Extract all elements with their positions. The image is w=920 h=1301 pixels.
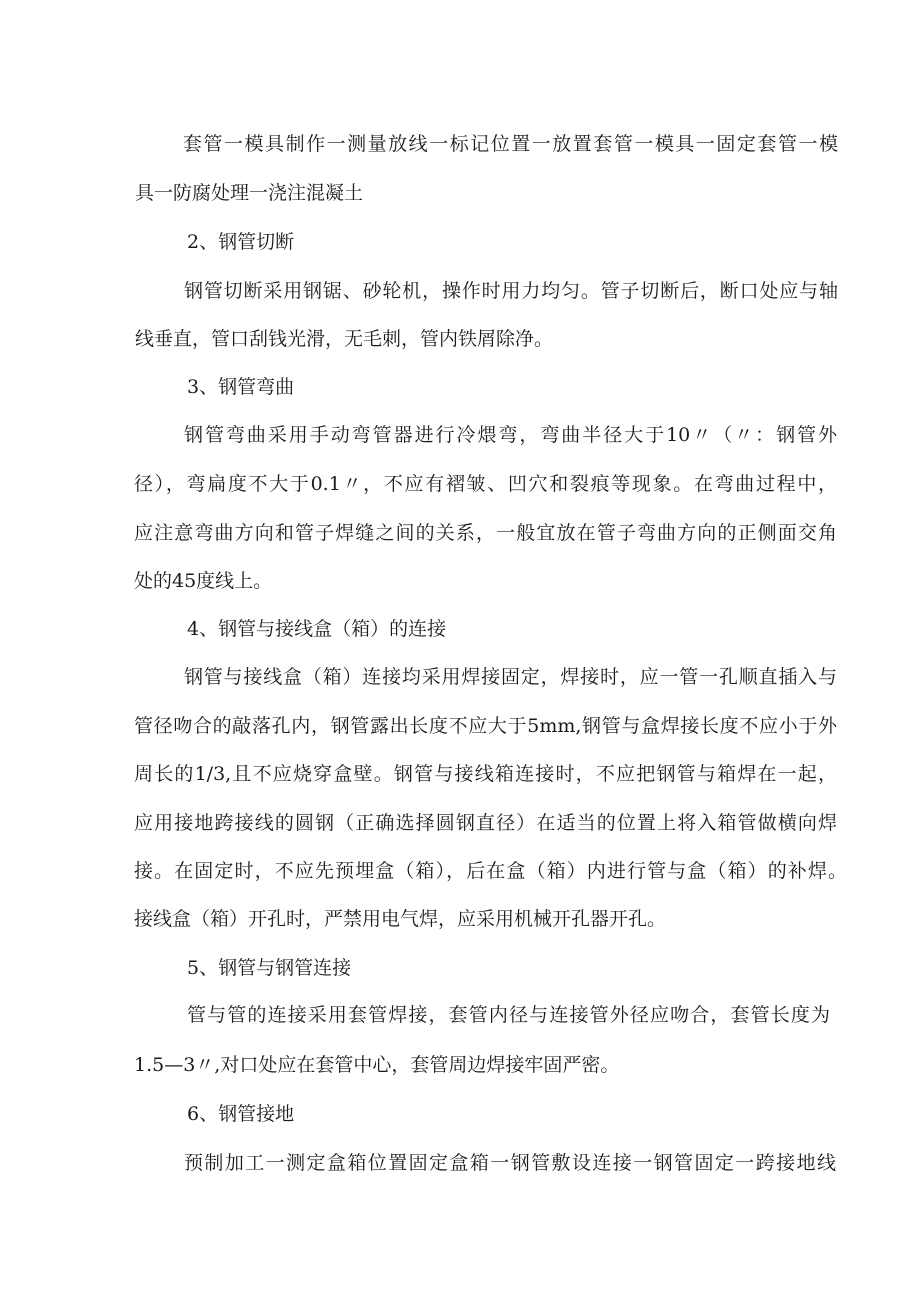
paragraph-line: 钢管弯曲采用手动弯管器进行冷煨弯，弯曲半径大于10〃（〃：钢管外 — [184, 424, 837, 446]
paragraph-line: 线垂直，管口刮钱光滑，无毛刺，管内铁屑除净。 — [135, 328, 554, 350]
paragraph-line: 接。在固定时，不应先预埋盒（箱），后在盒（箱）内进行管与盒（箱）的补焊。 — [134, 860, 847, 882]
paragraph-line: 应用接地跨接线的圆钢（正确选择圆钢直径）在适当的位置上将入箱管做横向焊 — [134, 812, 837, 834]
section-heading: 3、钢管弯曲 — [187, 376, 295, 398]
section-heading: 2、钢管切断 — [187, 231, 295, 253]
section-heading: 5、钢管与钢管连接 — [187, 957, 352, 979]
paragraph-line: 接线盒（箱）开孔时，严禁用电气焊，应采用机械开孔器开孔。 — [134, 908, 667, 930]
paragraph-line: 管与管的连接采用套管焊接，套管内径与连接管外径应吻合，套管长度为 — [187, 1004, 830, 1026]
paragraph-line: 具一防腐处理一浇注混凝土 — [135, 182, 364, 204]
paragraph-line: 钢管切断采用钢锯、砂轮机，操作时用力均匀。管子切断后，断口处应与轴 — [184, 280, 838, 302]
paragraph-line: 应注意弯曲方向和管子焊缝之间的关系，一般宜放在管子弯曲方向的正侧面交角 — [134, 522, 837, 544]
paragraph-line: 预制加工一测定盒箱位置固定盒箱一钢管敷设连接一钢管固定一跨接地线 — [184, 1152, 836, 1174]
paragraph-line: 径），弯扁度不大于0.1〃，不应有褶皱、凹穴和裂痕等现象。在弯曲过程中， — [134, 473, 837, 495]
paragraph-line: 周长的1/3,且不应烧穿盒壁。钢管与接线箱连接时，不应把钢管与箱焊在一起， — [134, 763, 837, 785]
paragraph-line: 管径吻合的敲落孔内，钢管露出长度不应大于5mm,钢管与盒焊接长度不应小于外 — [134, 715, 837, 737]
section-heading: 4、钢管与接线盒（箱）的连接 — [187, 618, 447, 640]
paragraph-line: 钢管与接线盒（箱）连接均采用焊接固定，焊接时，应一管一孔顺直插入与 — [184, 666, 837, 688]
paragraph-line: 套管一模具制作一测量放线一标记位置一放置套管一模具一固定套管一模 — [183, 133, 838, 155]
section-heading: 6、钢管接地 — [187, 1103, 295, 1125]
paragraph-line: 处的45度线上。 — [134, 570, 273, 592]
paragraph-line: 1.5—3〃,对口处应在套管中心，套管周边焊接牢固严密。 — [134, 1054, 620, 1076]
